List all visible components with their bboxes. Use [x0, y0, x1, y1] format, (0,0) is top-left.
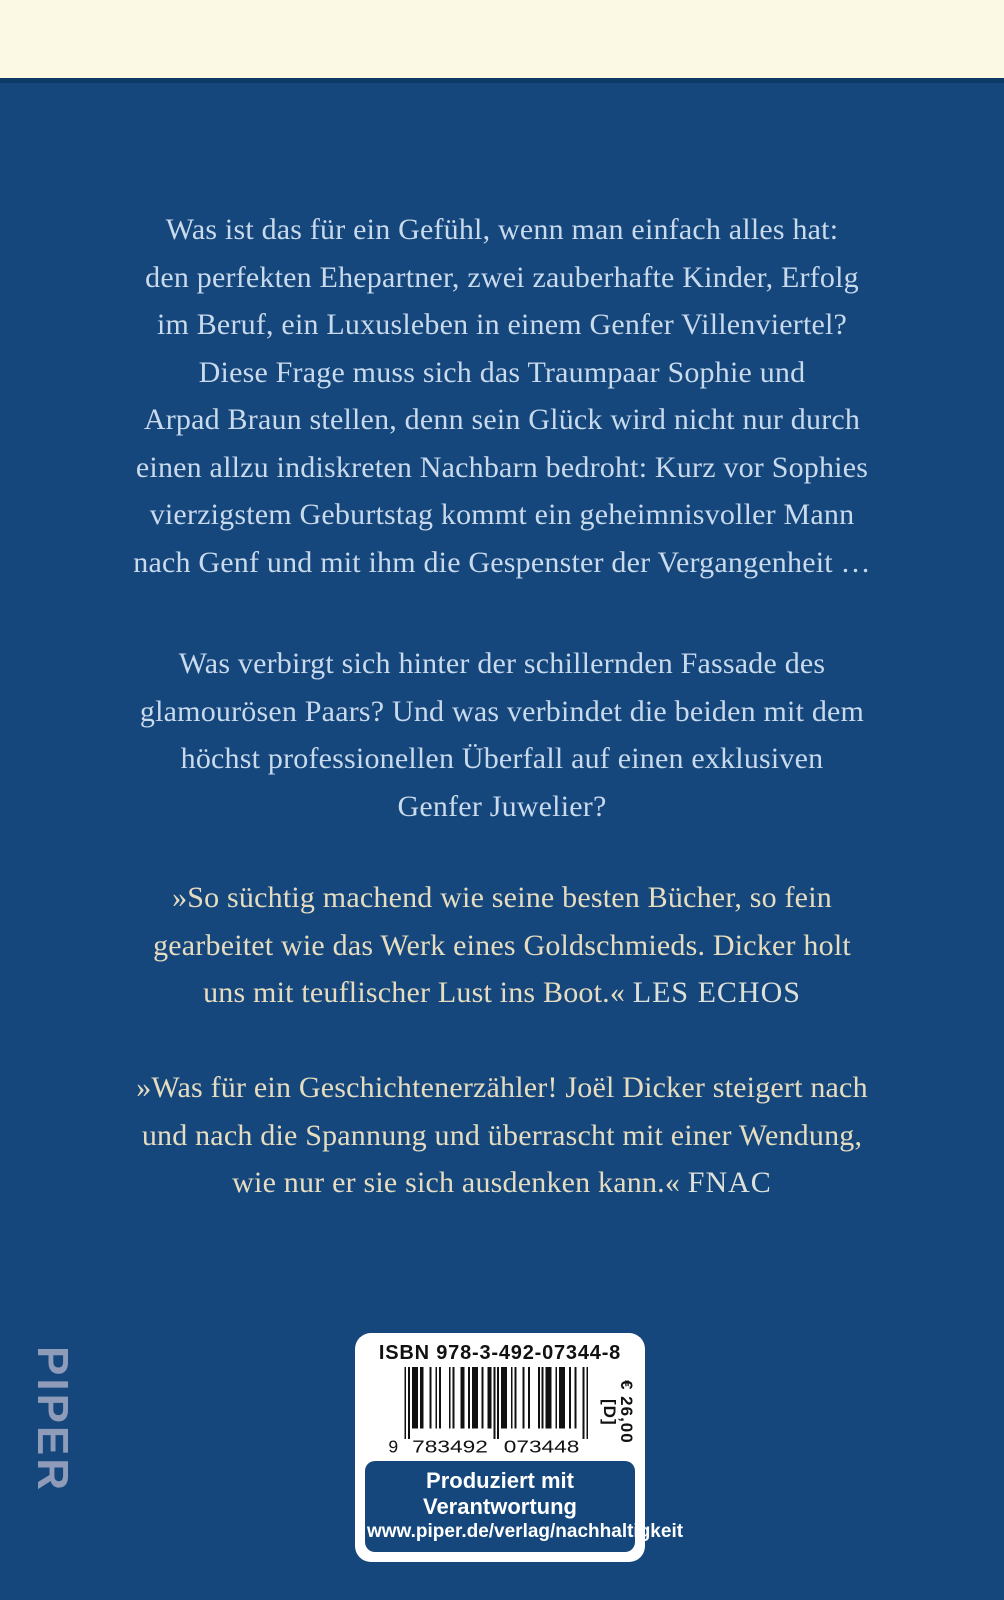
quote-line-text: uns mit teuflischer Lust ins Boot.«: [203, 976, 626, 1009]
synopsis-line: im Beruf, ein Luxusleben in einem Genfer Villenviertel?: [156, 308, 848, 341]
synopsis-line: Diese Frage muss sich das Traumpaar Sophie und: [198, 355, 806, 389]
sustainability-footer: [365, 1461, 684, 1552]
press-quote-les-echos: [52, 874, 952, 1017]
quote-line: gearbeitet wie das Werk eines Goldschmieds. Dicker holt: [153, 928, 851, 962]
press-quote-fnac: [52, 1064, 952, 1207]
piper-publisher-logo: PIPER: [28, 1346, 77, 1494]
quote-attribution: LES ECHOS: [632, 976, 801, 1009]
quote-line: [52, 1159, 952, 1207]
synopsis-paragraph-1: [52, 206, 952, 586]
quote-line: »So süchtig machend wie seine besten Bücher, so fein: [172, 881, 832, 914]
cream-top-strip: [0, 0, 1004, 78]
svg-text:073448: 073448: [503, 1436, 580, 1455]
price-label: € 26,00 [D]: [600, 1380, 636, 1444]
isbn-barcode-sticker: [355, 1333, 684, 1562]
svg-text:9: 9: [388, 1436, 399, 1455]
quote-attribution: FNAC: [687, 1166, 772, 1199]
synopsis-line: Arpad Braun stellen, denn sein Glück wird nicht nur durch: [143, 403, 861, 436]
synopsis-paragraph-2: [52, 640, 952, 830]
synopsis-line: höchst professionellen Überfall auf einen exklusiven: [180, 742, 824, 775]
synopsis-line: vierzigstem Geburtstag kommt ein geheimnisvoller Mann: [149, 498, 855, 531]
quote-line: [52, 969, 952, 1017]
quote-line: und nach die Spannung und überrascht mit einer Wendung,: [141, 1118, 863, 1152]
footer-slogan: Produziert mit Verantwortung: [422, 1468, 577, 1519]
synopsis-line: einen allzu indiskreten Nachbarn bedroht: Kurz vor Sophies: [135, 450, 869, 484]
synopsis-line: Was ist das für ein Gefühl, wenn man einfach alles hat:: [165, 213, 839, 246]
ean13-barcode: [369, 1367, 605, 1455]
synopsis-line: Genfer Juwelier?: [397, 789, 607, 823]
barcode-row: [365, 1367, 635, 1457]
svg-text:783492: 783492: [412, 1436, 488, 1455]
footer-url: www.piper.de/verlag/nachhaltigkeit: [367, 1521, 684, 1542]
synopsis-line: Was verbirgt sich hinter der schillernden Fassade des: [178, 647, 826, 680]
quote-line-text: wie nur er sie sich ausdenken kann.«: [232, 1166, 681, 1199]
synopsis-line: glamourösen Paars? Und was verbindet die beiden mit dem: [139, 694, 865, 728]
isbn-number: ISBN 978-3-492-07344-8: [378, 1342, 622, 1364]
quote-line: »Was für ein Geschichtenerzähler! Joël Dicker steigert nach: [136, 1071, 868, 1104]
synopsis-line: den perfekten Ehepartner, zwei zauberhafte Kinder, Erfolg: [145, 260, 859, 294]
synopsis-line: nach Genf und mit ihm die Gespenster der Vergangenheit …: [133, 545, 871, 579]
